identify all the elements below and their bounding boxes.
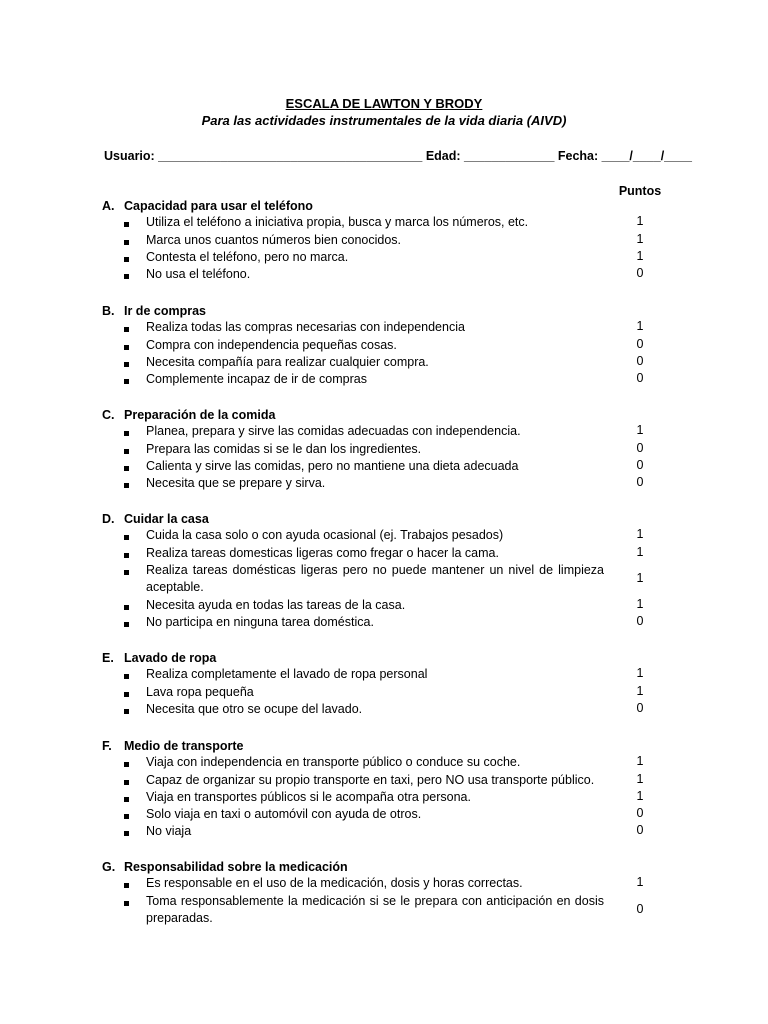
- item-text: Viaja con independencia en transporte público o conduce su coche.: [146, 755, 521, 769]
- item-text: Toma responsablemente la medicación si se le prepara con anticipación en dosis preparadas.: [146, 894, 604, 925]
- item-score: 1: [636, 875, 644, 889]
- item-score: 0: [636, 475, 644, 489]
- bullet-icon: [124, 692, 129, 697]
- bullet-icon: [124, 709, 129, 714]
- item-score: 1: [636, 570, 644, 585]
- bullet-icon: [124, 605, 129, 610]
- item-text: Prepara las comidas si se le dan los ingredientes.: [146, 442, 422, 456]
- points-column-header: Puntos: [618, 184, 662, 198]
- bullet-icon: [124, 327, 129, 332]
- section-title: Preparación de la comida: [124, 408, 276, 422]
- item-text: Necesita compañía para realizar cualquier compra.: [146, 355, 429, 369]
- item-score: 0: [636, 701, 644, 715]
- bullet-icon: [124, 257, 129, 262]
- section-title: Cuidar la casa: [124, 512, 209, 526]
- item-score: 1: [636, 319, 644, 333]
- item-score: 0: [636, 371, 644, 385]
- page-subtitle: Para las actividades instrumentales de la vida diaria (AIVD): [201, 113, 567, 128]
- item-text: Realiza tareas domesticas ligeras como fregar o hacer la cama.: [146, 546, 499, 560]
- item-text: Calienta y sirve las comidas, pero no mantiene una dieta adecuada: [146, 459, 519, 473]
- item-score: 0: [636, 901, 644, 916]
- item-text: Utiliza el teléfono a iniciativa propia, busca y marca los números, etc.: [146, 215, 529, 229]
- item-score: 1: [636, 527, 644, 541]
- item-text: Necesita ayuda en todas las tareas de la casa.: [146, 598, 406, 612]
- bullet-icon: [124, 379, 129, 384]
- item-score: 1: [636, 754, 644, 768]
- bullet-icon: [124, 797, 129, 802]
- item-score: 0: [636, 354, 644, 368]
- section-letter: D.: [102, 512, 115, 526]
- item-text: No participa en ninguna tarea doméstica.: [146, 615, 374, 629]
- item-score: 1: [636, 789, 644, 803]
- section-heading: [102, 860, 348, 874]
- bullet-icon: [124, 553, 129, 558]
- bullet-icon: [124, 762, 129, 767]
- section-heading: [102, 512, 209, 526]
- item-score: 0: [636, 806, 644, 820]
- item-score: 0: [636, 823, 644, 837]
- bullet-icon: [124, 901, 129, 906]
- item-text: Compra con independencia pequeñas cosas.: [146, 338, 397, 352]
- bullet-icon: [124, 535, 129, 540]
- section-letter: G.: [102, 860, 116, 874]
- bullet-icon: [124, 240, 129, 245]
- item-text: Realiza completamente el lavado de ropa personal: [146, 667, 428, 681]
- section-letter: F.: [102, 739, 112, 753]
- item-score: 1: [636, 597, 644, 611]
- item-text: Realiza tareas domésticas ligeras pero no puede mantener un nivel de limpieza aceptable.: [146, 563, 604, 594]
- item-score: 0: [636, 337, 644, 351]
- item-score: 1: [636, 249, 644, 263]
- item-text: Complemente incapaz de ir de compras: [146, 372, 367, 386]
- section-heading: [102, 651, 216, 665]
- item-score: 0: [636, 614, 644, 628]
- item-score: 1: [636, 423, 644, 437]
- bullet-icon: [124, 431, 129, 436]
- item-text: Marca unos cuantos números bien conocidos.: [146, 233, 402, 247]
- bullet-icon: [124, 222, 129, 227]
- bullet-icon: [124, 345, 129, 350]
- bullet-icon: [124, 674, 129, 679]
- section-letter: E.: [102, 651, 114, 665]
- item-score: 1: [636, 545, 644, 559]
- item-text: Planea, prepara y sirve las comidas adecuadas con independencia.: [146, 424, 521, 438]
- section-heading: [102, 304, 206, 318]
- item-score: 1: [636, 684, 644, 698]
- section-title: Medio de transporte: [124, 739, 244, 753]
- bullet-icon: [124, 274, 129, 279]
- section-title: Ir de compras: [124, 304, 206, 318]
- bullet-icon: [124, 831, 129, 836]
- item-score: 0: [636, 266, 644, 280]
- item-score: 0: [636, 441, 644, 455]
- page-title: [0, 96, 768, 111]
- item-text: Viaja en transportes públicos si le acompaña otra persona.: [146, 790, 471, 804]
- bullet-icon: [124, 570, 129, 575]
- item-score: 1: [636, 772, 644, 786]
- item-score: 1: [636, 666, 644, 680]
- bullet-icon: [124, 780, 129, 785]
- item-text: Solo viaja en taxi o automóvil con ayuda de otros.: [146, 807, 422, 821]
- section-title: Lavado de ropa: [124, 651, 217, 665]
- item-text: Contesta el teléfono, pero no marca.: [146, 250, 349, 264]
- item-text: Capaz de organizar su propio transporte en taxi, pero NO usa transporte público.: [146, 773, 595, 787]
- section-letter: C.: [102, 408, 115, 422]
- section-title: Capacidad para usar el teléfono: [124, 199, 313, 213]
- bullet-icon: [124, 362, 129, 367]
- item-text: Cuida la casa solo o con ayuda ocasional (ej. Trabajos pesados): [146, 528, 504, 542]
- bullet-icon: [124, 466, 129, 471]
- item-score: 0: [636, 458, 644, 472]
- user-info-line: Usuario: ______________________________________ Edad: _____________ Fecha: ____/____/____: [104, 149, 692, 163]
- item-text: Necesita que otro se ocupe del lavado.: [146, 702, 363, 716]
- section-letter: B.: [102, 304, 115, 318]
- bullet-icon: [124, 449, 129, 454]
- item-text: Realiza todas las compras necesarias con independencia: [146, 320, 465, 334]
- item-score: 1: [636, 232, 644, 246]
- section-heading: [102, 408, 275, 422]
- section-heading: [102, 739, 243, 753]
- item-text: No usa el teléfono.: [146, 267, 251, 281]
- section-heading: [102, 199, 313, 213]
- item-text: No viaja: [146, 824, 192, 838]
- bullet-icon: [124, 622, 129, 627]
- section-title: Responsabilidad sobre la medicación: [124, 860, 348, 874]
- bullet-icon: [124, 814, 129, 819]
- item-text: Es responsable en el uso de la medicación, dosis y horas correctas.: [146, 876, 523, 890]
- bullet-icon: [124, 883, 129, 888]
- section-letter: A.: [102, 199, 115, 213]
- item-score: 1: [636, 214, 644, 228]
- item-text: Lava ropa pequeña: [146, 685, 254, 699]
- bullet-icon: [124, 483, 129, 488]
- item-text: Necesita que se prepare y sirva.: [146, 476, 326, 490]
- title-text: ESCALA DE LAWTON Y BRODY: [285, 96, 483, 111]
